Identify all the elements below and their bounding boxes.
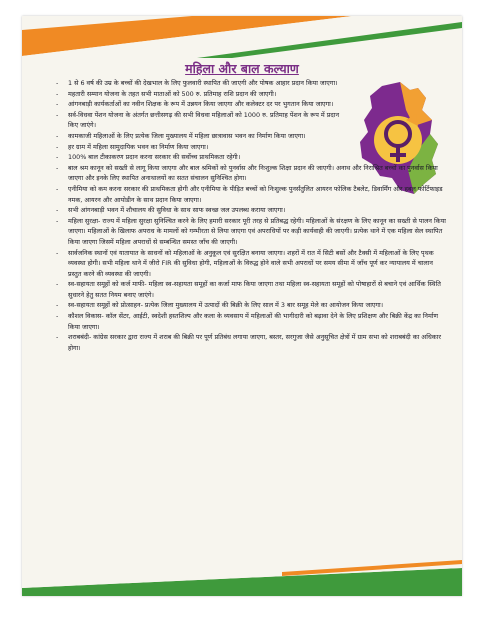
list-item-text: आंगनबाड़ी कार्यकर्ताओं का नवीन शिक्षक के रूप में उन्नयन किया जाएगा और कलेक्टर दर पर भुगतान किया जाएगा। [68,100,334,109]
list-item-text: कामकाजी महिलाओं के लिए प्रत्येक जिला मुख्यालय में महिला छात्रावास भवन का निर्माण किया जाएगा। [68,131,306,140]
bullet: - [56,100,59,109]
list-item [56,300,448,311]
list-item-text: बाल श्रम कानून को सख्ती से लागू किया जाएगा और बाल श्रमिकों को पुनर्वास और निःशुल्क शिक्षा प्रदान की जाएगी। अनाथ और निराश्रित बच्चों का पुनर्वास किया जाएगा और इनके लिए स्थापित अनाथालयों का सतत संचालन सुनिश्चित होगा। [68,163,438,183]
bullet: - [56,163,59,172]
bullet: - [56,248,59,257]
list-item [56,216,448,248]
list-item-text: महतारी सम्मान योजना के तहत सभी माताओं को 500 रु. प्रतिमाह राशि प्रदान की जाएगी। [68,89,277,98]
bullet: - [56,153,59,162]
bottom-flag-stripe [22,558,462,596]
top-flag-stripe [22,16,462,58]
document-page [22,16,462,596]
list-item [56,163,448,184]
list-item-text: सर्व-विधवा पेंशन योजना के अंतर्गत छत्तीसगढ़ की सभी विधवा महिलाओं को 1000 रु. प्रतिमाह पेंशन के रूप में प्रदान किए जाएंगे। [68,110,339,130]
list-item [56,152,350,163]
bullet: - [56,216,59,225]
bullet: - [56,280,59,289]
list-item-text: कौशल विकास- कॉल सेंटर, आईटी, स्वदेशी हस्तशिल्प और कला के व्यवसाय में महिलाओं की भागीदारी को बढ़ावा देने के लिए प्रशिक्षण और बिक्री केंद्र का निर्माण किया जाएगा। [68,312,439,331]
list-item-text: 100% बाल टीकाकरण प्रदान करना सरकार की सर्वोच्च प्राथमिकता रहेगी। [68,153,241,162]
list-item [56,279,448,300]
list-item-text: एनीमिया को कम करना सरकार की प्राथमिकता होगी और एनीमिया के पीड़ित बच्चों को निःशुल्क पुनर्संतुलित आयरन फोलिक टैबलेट, डिवार्मिंग और हबल फोर्टिफाइड नमक, आयरन और आयोडीन के साथ प्रदान किया जाएगा। [68,184,443,204]
bullet: - [56,184,59,193]
list-item [56,184,448,205]
bullet: - [56,89,59,98]
page-title: महिला और बाल कल्याण [185,61,299,76]
list-item [56,142,350,153]
bullet: - [56,110,59,119]
item-list [56,78,448,353]
list-item [56,248,448,280]
bullet: - [56,206,59,215]
list-item [56,89,350,100]
list-item [56,110,350,131]
bullet: - [56,79,59,87]
list-item [56,205,448,216]
list-item-text: सार्वजनिक स्थानों एवं यातायात के साधनों को महिलाओं के अनुकूल एवं सुरक्षित बनाया जाएगा। शहरों में रात में सिटी बसों और टैक्सी में महिलाओं के लिए पृथक व्यवस्था होगी। सभी महिला थाने में जीरो FIR की सुविधा होगी, महिलाओं के विरुद्ध होने वाले सभी अपराधों पर समय सीमा में जाँच पूर्ण कर न्यायालय में चालान प्रस्तुत करने की व्यवस्था की जाएगी। [68,248,434,278]
list-item [56,332,448,353]
bullet: - [56,333,59,342]
bullet: - [56,131,59,140]
list-item [56,99,350,110]
list-item [56,311,448,332]
list-item-text: महिला सुरक्षा- राज्य में महिला सुरक्षा सुनिश्चित करने के लिए हमारी सरकार पूरी तरह से प्रतिबद्ध रहेगी। महिलाओं के संरक्षण के लिए कानून का सख्ती से पालन किया जाएगा। महिलाओं के खिलाफ अपराध के मामलों को गम्भीरता से लिया जाएगा एवं अपराधियों पर कड़ी कार्यवाही की जाएगी। प्रत्येक थाने में एक महिला सेल स्थापित किया जाएगा जिसमें महिला अपराधों से सम्बन्धित समस्त जाँच की जाएगी। [68,216,446,246]
list-item [56,131,350,142]
list-item-text: स्व-सहायता समूहों को प्रोत्साहन- प्रत्येक जिला मुख्यालय में उत्पादों की बिक्री के लिए साल में 3 बार समूह मेले का आयोजन किया जाएगा। [68,301,384,310]
bullet: - [56,142,59,151]
list-item-text: सभी आंगनबाड़ी भवन में शौचालय की सुविधा के साथ साफ स्वच्छ जल उपलब्ध कराया जाएगा। [68,206,286,215]
list-item-text: 1 से 6 वर्ष की उम्र के बच्चों की देखभाल के लिए फुलवारी स्थापित की जाएगी और पोषक आहार प्रदान किया जाएगा। [68,79,338,87]
list-item [56,78,350,89]
list-item-text: हर ग्राम में महिला सामुदायिक भवन का निर्माण किया जाएगा। [68,142,209,151]
list-item-text: स्व-सहायता समूहों को कर्ज माफी- महिला स्व-सहायता समूहों का कर्जा माफ किया जाएगा तथा महिला स्व-सहायता समूहों को पोषाहारों से बचाने एवं आर्थिक स्थिति सुधारने हेतु सतत नियम बनाए जाएंगे। [68,280,441,299]
list-item-text: शराबबंदी- कांग्रेस सरकार द्वारा राज्य में शराब की बिक्री पर पूर्ण प्रतिबंध लगाया जाएगा, बस्तर, सरगुजा जैसे अनुसूचित क्षेत्रों में ग्राम सभा को शराबबंदी का अधिकार होगा। [68,333,441,352]
bullet: - [56,312,59,321]
bullet: - [56,301,59,310]
